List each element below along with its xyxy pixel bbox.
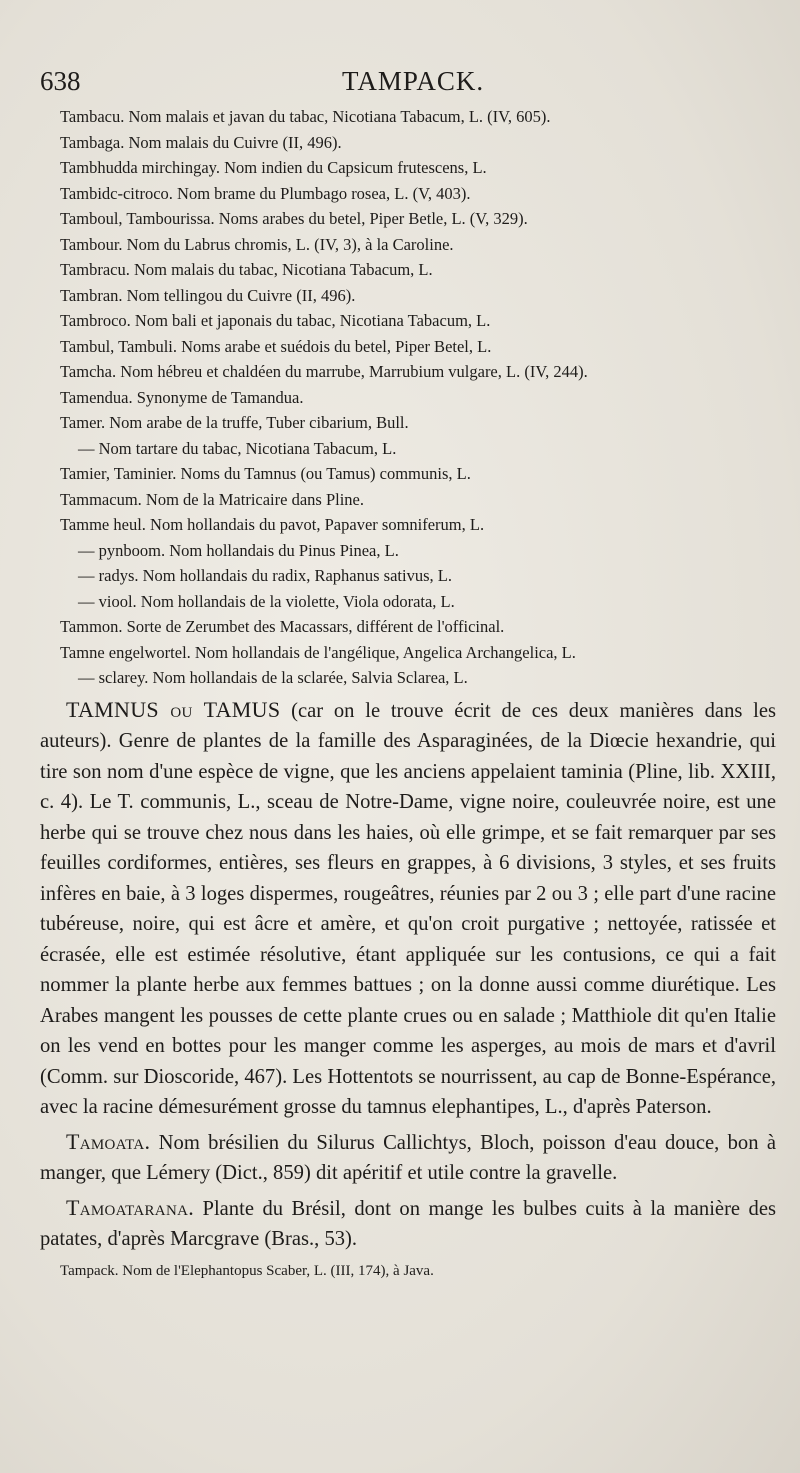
dictionary-entry: Tamboul, Tambourissa. Noms arabes du betel, Piper Betle, L. (V, 329). bbox=[60, 209, 528, 228]
entry-headword: TAMNUS ou TAMUS bbox=[66, 696, 281, 722]
entry-text: Plante du Brésil, dont on mange les bulbes cuits à la manière des patates, d'après Marcgrave (Bras., 53). bbox=[40, 1197, 776, 1250]
main-entry-paragraph bbox=[40, 695, 776, 1123]
dictionary-entry: — radys. Nom hollandais du radix, Raphanus sativus, L. bbox=[78, 566, 452, 585]
dictionary-entry: — viool. Nom hollandais de la violette, Viola odorata, L. bbox=[78, 591, 455, 611]
dictionary-entry: Tambidc-citroco. Nom brame du Plumbago rosea, L. (V, 403). bbox=[60, 183, 471, 203]
entry-headword: Tamoata. bbox=[66, 1128, 151, 1154]
dictionary-entry: Tambaga. Nom malais du Cuivre (II, 496). bbox=[60, 132, 342, 152]
entry-text: (car on le trouve écrit de ces deux manières dans les auteurs). Genre de plantes de la famille des Asparaginées, de la Diœcie hexandrie, qui tire son nom d'une espèce de vigne, que les anciens appelaient taminia (Pline, lib. XXIII, c. 4). Le T. communis, L., sceau de Notre-Dame, vigne noire, couleuvrée noire, est une herbe qui se trouve chez nous dans les haies, où elle grimpe, et se fait remarquer par ses feuilles cordiformes, entières, ses fleurs en grappes, à 6 divisions, 3 styles, et ses fruits infères en baie, à 3 loges dispermes, rougeâtres, réunies par 2 ou 3 ; elle part d'une racine tubéreuse, noire, qui est âcre et amère, et qu'on croit purgative ; nettoyée, ratissée et écrasée, elle est estimée résolutive, étant appliquée sur les contusions, ce qui a fait nommer la plante herbe aux femmes battues ; on la donne aussi comme diurétique. Les Arabes mangent les pousses de cette plante crues ou en salade ; Matthiole dit qu'en Italie on les vend en bottes pour les manger comme les asperges, au mois de mars et d'avril (Comm. sur Dioscoride, 467). Les Hottentots se nourrissent, au cap de Bonne-Espérance, avec la racine démesurément grosse du tamnus elephantipes, L., d'après Paterson. bbox=[40, 699, 777, 1118]
dictionary-entry: Tambran. Nom tellingou du Cuivre (II, 496). bbox=[60, 285, 356, 305]
running-head bbox=[40, 62, 776, 102]
running-title: TAMPACK. bbox=[342, 66, 485, 96]
dictionary-entry: Tambacu. Nom malais et javan du tabac, Nicotiana Tabacum, L. (IV, 605). bbox=[60, 107, 551, 126]
dictionary-entry: Tamendua. Synonyme de Tamandua. bbox=[60, 387, 304, 407]
main-entry-paragraph bbox=[40, 1193, 776, 1255]
dictionary-entry: Tambracu. Nom malais du tabac, Nicotiana Tabacum, L. bbox=[60, 260, 433, 279]
dictionary-entry: — pynboom. Nom hollandais du Pinus Pinea, L. bbox=[78, 540, 399, 560]
footer-entry: Tampack. Nom de l'Elephantopus Scaber, L. (III, 174), à Java. bbox=[60, 1262, 434, 1279]
dictionary-entry: Tamier, Taminier. Noms du Tamnus (ou Tamus) communis, L. bbox=[60, 464, 471, 483]
dictionary-entry: Tamer. Nom arabe de la truffe, Tuber cibarium, Bull. bbox=[60, 413, 409, 432]
dictionary-entry: — Nom tartare du tabac, Nicotiana Tabacum, L. bbox=[78, 438, 397, 458]
dictionary-entry: Tammon. Sorte de Zerumbet des Macassars, différent de l'officinal. bbox=[60, 617, 505, 636]
dictionary-entry: Tammacum. Nom de la Matricaire dans Pline. bbox=[60, 489, 365, 509]
dictionary-entry: Tamme heul. Nom hollandais du pavot, Papaver somniferum, L. bbox=[60, 515, 485, 534]
dictionary-entry: Tambour. Nom du Labrus chromis, L. (IV, 3), à la Caroline. bbox=[60, 234, 454, 254]
dictionary-entry: Tambul, Tambuli. Noms arabe et suédois du betel, Piper Betel, L. bbox=[60, 336, 492, 356]
dictionary-entry: Tambhudda mirchingay. Nom indien du Capsicum frutescens, L. bbox=[60, 158, 487, 177]
dictionary-entry: Tambroco. Nom bali et japonais du tabac, Nicotiana Tabacum, L. bbox=[60, 311, 491, 330]
entry-text: Nom brésilien du Silurus Callichtys, Bloch, poisson d'eau douce, bon à manger, que Lémery (Dict., 859) dit apéritif et utile contre la gravelle. bbox=[40, 1131, 776, 1184]
main-entries bbox=[40, 695, 776, 1255]
dictionary-entry: Tamne engelwortel. Nom hollandais de l'angélique, Angelica Archangelica, L. bbox=[60, 642, 576, 662]
dictionary-entry: — sclarey. Nom hollandais de la sclarée, Salvia Sclarea, L. bbox=[78, 668, 468, 687]
main-entry-paragraph bbox=[40, 1127, 776, 1189]
entry-headword: Tamoatarana. bbox=[66, 1194, 195, 1220]
page-number: 638 bbox=[40, 66, 81, 96]
small-entries-list bbox=[60, 104, 776, 691]
dictionary-entry: Tamcha. Nom hébreu et chaldéen du marrube, Marrubium vulgare, L. (IV, 244). bbox=[60, 362, 588, 381]
